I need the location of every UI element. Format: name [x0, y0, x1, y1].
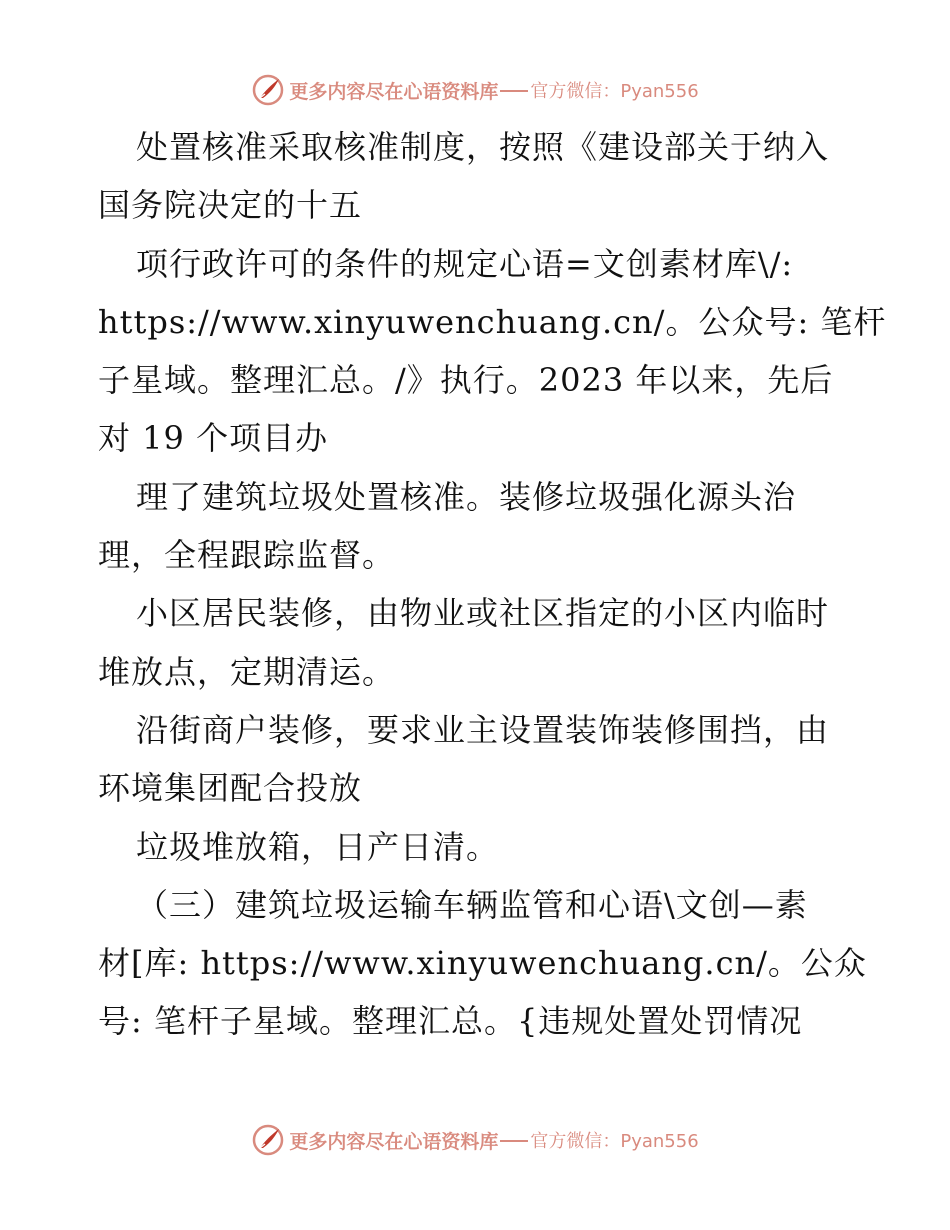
quill-logo-icon: [251, 73, 285, 107]
document-body: [98, 118, 887, 1051]
watermark-dash: [500, 90, 528, 92]
text-line: 环境集团配合投放: [98, 769, 363, 808]
watermark-main-text: 更多内容尽在心语资料库: [289, 80, 499, 103]
text-line: 理了建筑垃圾处置核准。装修垃圾强化源头治: [136, 477, 797, 516]
watermark-main-text: 更多内容尽在心语资料库: [289, 1130, 499, 1153]
text-line: （三）建筑垃圾运输车辆监管和心语\文创—素: [136, 885, 808, 924]
watermark-sub-text: 官方微信：Pyan556: [530, 1131, 699, 1152]
text-line: 项行政许可的条件的规定心语=文创素材库\/:: [136, 244, 794, 283]
watermark-dash: [500, 1140, 528, 1142]
text-line: 子星域。整理汇总。/》执行。2023 年以来，先后: [98, 361, 834, 400]
text-line: 堆放点，定期清运。: [98, 652, 396, 691]
text-line: 小区居民装修，由物业或社区指定的小区内临时: [136, 594, 830, 633]
text-line: https://www.xinyuwenchuang.cn/。公众号: 笔杆: [98, 302, 887, 341]
header-watermark-banner: [0, 70, 950, 110]
text-line: 材[库: https://www.xinyuwenchuang.cn/。公众: [98, 944, 867, 983]
text-line: 处置核准采取核准制度，按照《建设部关于纳入: [136, 128, 830, 166]
text-line: 理，全程跟踪监督。: [98, 536, 396, 575]
quill-logo-icon: [251, 1123, 285, 1157]
watermark-sub-text: 官方微信：Pyan556: [530, 81, 699, 102]
text-line: 号: 笔杆子星域。整理汇总。{违规处置处罚情况: [98, 1002, 803, 1041]
text-line: 对 19 个项目办: [98, 419, 329, 458]
text-line: 沿街商户装修，要求业主设置装饰装修围挡，由: [136, 710, 830, 749]
text-line: 垃圾堆放箱，日产日清。: [136, 827, 500, 866]
footer-watermark-banner: [0, 1120, 950, 1160]
text-line: 国务院决定的十五: [98, 186, 363, 225]
